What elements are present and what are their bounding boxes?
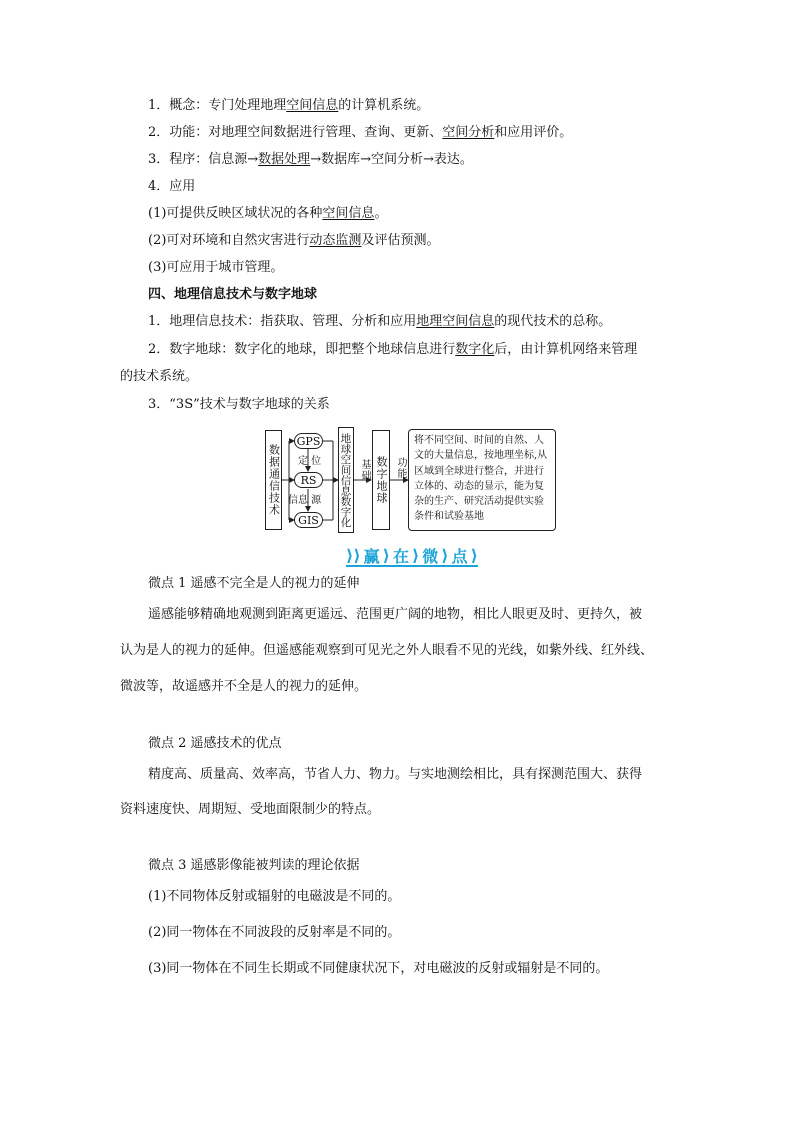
banner-char-4: 点: [451, 546, 468, 566]
3s-relation-diagram: [262, 425, 562, 535]
function-label: 功能: [395, 457, 406, 479]
point-1-body: 认为是人的视力的延伸。但遥感能观察到可见光之外人眼看不见的光线，如紫外线、红外线、: [120, 643, 654, 658]
application-item-2: (2)可对环境和自然灾害进行动态监测及评估预测。: [148, 233, 440, 248]
gis-node: GIS: [294, 512, 323, 528]
chevron-right-icon: ⟩: [470, 545, 478, 565]
point-1-body: 遥感能够精确地观测到距离更遥远、范围更广阔的地物，相比人眼更及时、更持久，被: [148, 607, 643, 622]
point-3-item: (3)同一物体在不同生长期或不同健康状况下，对电磁波的反射或辐射是不同的。: [148, 961, 609, 976]
banner-char-2: 在: [392, 546, 409, 566]
digitize-box: 地球空间信息数字化: [338, 427, 354, 533]
digital-earth-line: 2．数字地球：数字化的地球，即把整个地球信息进行数字化后，由计算机网络来管理: [148, 342, 638, 357]
result-description-box: 将不同空间、时间的自然、人文的大量信息，按地理坐标,从区域到全球进行整合，并进行立体的、动态的显示，能为复杂的生产、研究活动提供实验条件和试验基地: [408, 429, 556, 531]
application-heading: 4．应用: [148, 179, 196, 194]
gps-node: GPS: [294, 433, 323, 449]
application-item-1: (1)可提供反映区域状况的各种空间信息。: [148, 206, 388, 221]
point-3-title: 微点 3 遥感影像能被判读的理论依据: [148, 858, 360, 873]
info-source-label: 信息 源: [288, 495, 322, 506]
data-comm-box: 数据通信技术: [265, 430, 282, 530]
section-heading: 四、地理信息技术与数字地球: [148, 287, 318, 302]
chevron-right-icon: ⟩: [382, 545, 390, 565]
banner-underline: [346, 565, 478, 567]
rs-node: RS: [294, 472, 323, 488]
locate-label: 定 位: [298, 456, 322, 467]
concept-line: 1．概念：专门处理地理空间信息的计算机系统。: [148, 98, 430, 113]
foundation-label: 基础: [359, 459, 370, 481]
git-definition-line: 1．地理信息技术：指获取、管理、分析和应用地理空间信息的现代技术的总称。: [148, 314, 612, 329]
point-3-item: (1)不同物体反射或辐射的电磁波是不同的。: [148, 889, 401, 904]
section-banner: [346, 543, 478, 567]
digital-earth-line-cont: 的技术系统。: [120, 369, 199, 384]
point-2-body: 资料速度快、周期短、受地面限制少的特点。: [120, 802, 381, 817]
application-item-3: (3)可应用于城市管理。: [148, 260, 284, 275]
chevron-right-icon: ⟩⟩: [346, 545, 361, 565]
point-3-item: (2)同一物体在不同波段的反射率是不同的。: [148, 925, 401, 940]
procedure-line: 3．程序：信息源→数据处理→数据库→空间分析→表达。: [148, 152, 473, 167]
point-2-title: 微点 2 遥感技术的优点: [148, 736, 282, 751]
point-1-body: 微波等，故遥感并不全是人的视力的延伸。: [120, 679, 368, 694]
banner-char-1: 赢: [363, 546, 380, 566]
chevron-right-icon: ⟩: [441, 545, 449, 565]
chevron-right-icon: ⟩: [411, 545, 420, 565]
point-2-body: 精度高、质量高、效率高，节省人力、物力。与实地测绘相比，具有探测范围大、获得: [148, 767, 643, 782]
point-1-title: 微点 1 遥感不完全是人的视力的延伸: [148, 576, 360, 591]
banner-char-3: 微: [422, 546, 439, 566]
digital-earth-box: 数字地球: [372, 430, 390, 530]
3s-relation-heading: 3．“3S”技术与数字地球的关系: [148, 397, 330, 412]
function-line: 2．功能：对地理空间数据进行管理、查询、更新、空间分析和应用评价。: [148, 125, 573, 140]
